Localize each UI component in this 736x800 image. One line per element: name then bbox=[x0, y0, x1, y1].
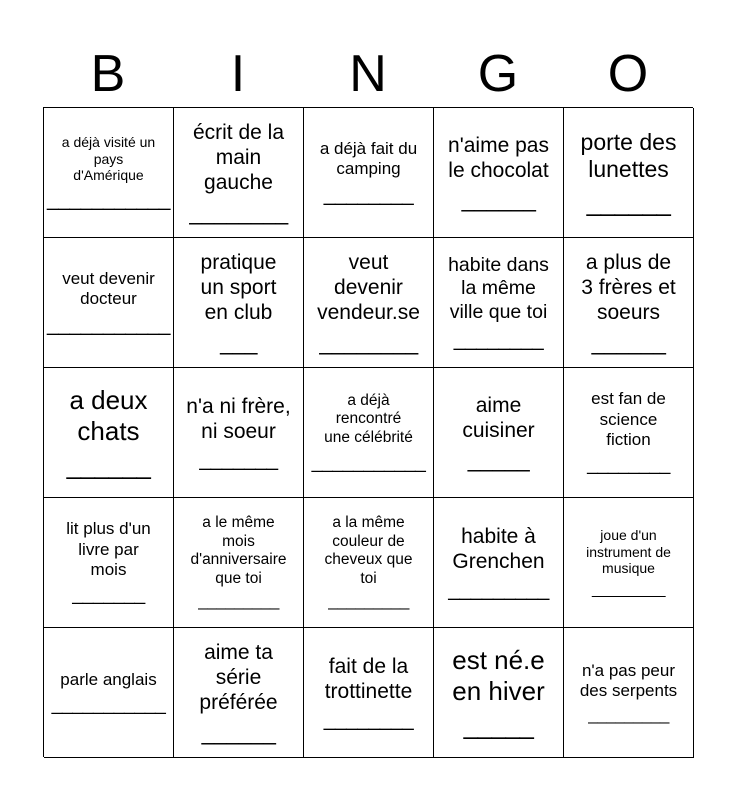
cell-answer-line: _____ bbox=[463, 710, 534, 741]
cell-answer-line: ___________ bbox=[47, 188, 170, 212]
bingo-cell-r1c5[interactable] bbox=[564, 108, 694, 238]
cell-answer-line: _________ bbox=[448, 578, 549, 602]
cell-text: n'a ni frère, ni soeur bbox=[186, 394, 291, 443]
cell-answer-line: _________ bbox=[588, 704, 669, 724]
bingo-cell-r2c5[interactable] bbox=[564, 238, 694, 368]
cell-text: fait de la trottinette bbox=[324, 654, 413, 703]
cell-text: joue d'un instrument de musique bbox=[586, 526, 671, 577]
cell-answer-line: ________ bbox=[323, 183, 414, 207]
cell-text: lit plus d'un livre par mois bbox=[66, 519, 151, 579]
cell-answer-line: _______ bbox=[199, 448, 278, 472]
cell-text: n'a pas peur des serpents bbox=[579, 660, 678, 701]
cell-text: a déjà visité un pays d'Amérique bbox=[61, 133, 156, 184]
cell-answer-line: ________ bbox=[453, 328, 544, 352]
bingo-cell-r5c1[interactable] bbox=[44, 628, 174, 758]
cell-text: écrit de la main gauche bbox=[192, 121, 285, 195]
bingo-cell-r2c3[interactable] bbox=[304, 238, 434, 368]
cell-text: parle anglais bbox=[60, 669, 157, 689]
bingo-cell-r3c3[interactable] bbox=[304, 368, 434, 498]
bingo-cell-r3c1[interactable] bbox=[44, 368, 174, 498]
cell-text: habite dans la même ville que toi bbox=[448, 253, 549, 323]
cell-answer-line: _______ bbox=[72, 583, 145, 606]
bingo-cell-r3c4[interactable] bbox=[434, 368, 564, 498]
cell-answer-line: _________ bbox=[591, 581, 666, 599]
bingo-cell-r5c5[interactable] bbox=[564, 628, 694, 758]
cell-answer-line: ___ bbox=[220, 328, 257, 355]
cell-text: a déjà rencontré une célébrité bbox=[324, 391, 413, 447]
cell-text: n'aime pas le chocolat bbox=[448, 133, 549, 182]
bingo-grid bbox=[43, 107, 693, 757]
bingo-cell-r3c2[interactable] bbox=[174, 368, 304, 498]
cell-answer-line: ___________ bbox=[311, 450, 426, 473]
header-letter-b: B bbox=[90, 45, 126, 103]
bingo-header bbox=[43, 40, 693, 108]
cell-answer-line: ___________ bbox=[51, 692, 166, 715]
bingo-cell-r4c1[interactable] bbox=[44, 498, 174, 628]
cell-answer-line: ______ bbox=[586, 186, 671, 217]
cell-text: aime ta série préférée bbox=[199, 641, 278, 715]
cell-text: a plus de 3 frères et soeurs bbox=[581, 251, 676, 325]
header-letter-g: G bbox=[477, 45, 519, 103]
bingo-cell-r5c3[interactable] bbox=[304, 628, 434, 758]
bingo-cell-r5c4[interactable] bbox=[434, 628, 564, 758]
bingo-cell-r1c1[interactable] bbox=[44, 108, 174, 238]
cell-text: aime cuisiner bbox=[462, 393, 535, 442]
cell-answer-line: _________ bbox=[328, 591, 409, 611]
cell-answer-line: ___________ bbox=[47, 313, 170, 337]
header-letter-i: I bbox=[230, 45, 246, 103]
cell-text: est fan de science fiction bbox=[591, 389, 666, 449]
cell-answer-line: ________ bbox=[587, 453, 670, 476]
cell-text: a deux chats bbox=[69, 385, 148, 447]
cell-text: pratique un sport en club bbox=[200, 251, 277, 325]
cell-text: veut devenir docteur bbox=[62, 268, 155, 308]
bingo-cell-r4c4[interactable] bbox=[434, 498, 564, 628]
cell-answer-line: ______ bbox=[591, 328, 666, 355]
bingo-cell-r4c2[interactable] bbox=[174, 498, 304, 628]
bingo-cell-r4c5[interactable] bbox=[564, 498, 694, 628]
cell-text: a la même couleur de cheveux que toi bbox=[324, 513, 413, 587]
bingo-cell-r5c2[interactable] bbox=[174, 628, 304, 758]
cell-answer-line: ________ bbox=[323, 708, 414, 732]
cell-answer-line: ________ bbox=[189, 198, 288, 225]
bingo-cell-r1c2[interactable] bbox=[174, 108, 304, 238]
cell-answer-line: ______ bbox=[66, 450, 151, 481]
cell-text: habite à Grenchen bbox=[452, 524, 545, 573]
cell-answer-line: ________ bbox=[319, 328, 418, 355]
bingo-cell-r3c5[interactable] bbox=[564, 368, 694, 498]
cell-answer-line: _____ bbox=[467, 446, 530, 473]
cell-text: a le même mois d'anniversaire que toi bbox=[190, 513, 287, 587]
cell-text: veut devenir vendeur.se bbox=[317, 251, 420, 325]
bingo-cell-r2c1[interactable] bbox=[44, 238, 174, 368]
bingo-cell-r2c2[interactable] bbox=[174, 238, 304, 368]
cell-text: porte des lunettes bbox=[580, 128, 677, 183]
cell-answer-line: ______ bbox=[461, 186, 536, 213]
bingo-cell-r1c3[interactable] bbox=[304, 108, 434, 238]
cell-text: est né.e en hiver bbox=[452, 645, 545, 707]
cell-text: a déjà fait du camping bbox=[319, 138, 418, 178]
bingo-cell-r1c4[interactable] bbox=[434, 108, 564, 238]
bingo-cell-r2c4[interactable] bbox=[434, 238, 564, 368]
cell-answer-line: _________ bbox=[198, 591, 279, 611]
header-letter-n: N bbox=[349, 45, 387, 103]
bingo-cell-r4c3[interactable] bbox=[304, 498, 434, 628]
cell-answer-line: ______ bbox=[201, 718, 276, 745]
header-letter-o: O bbox=[607, 45, 649, 103]
